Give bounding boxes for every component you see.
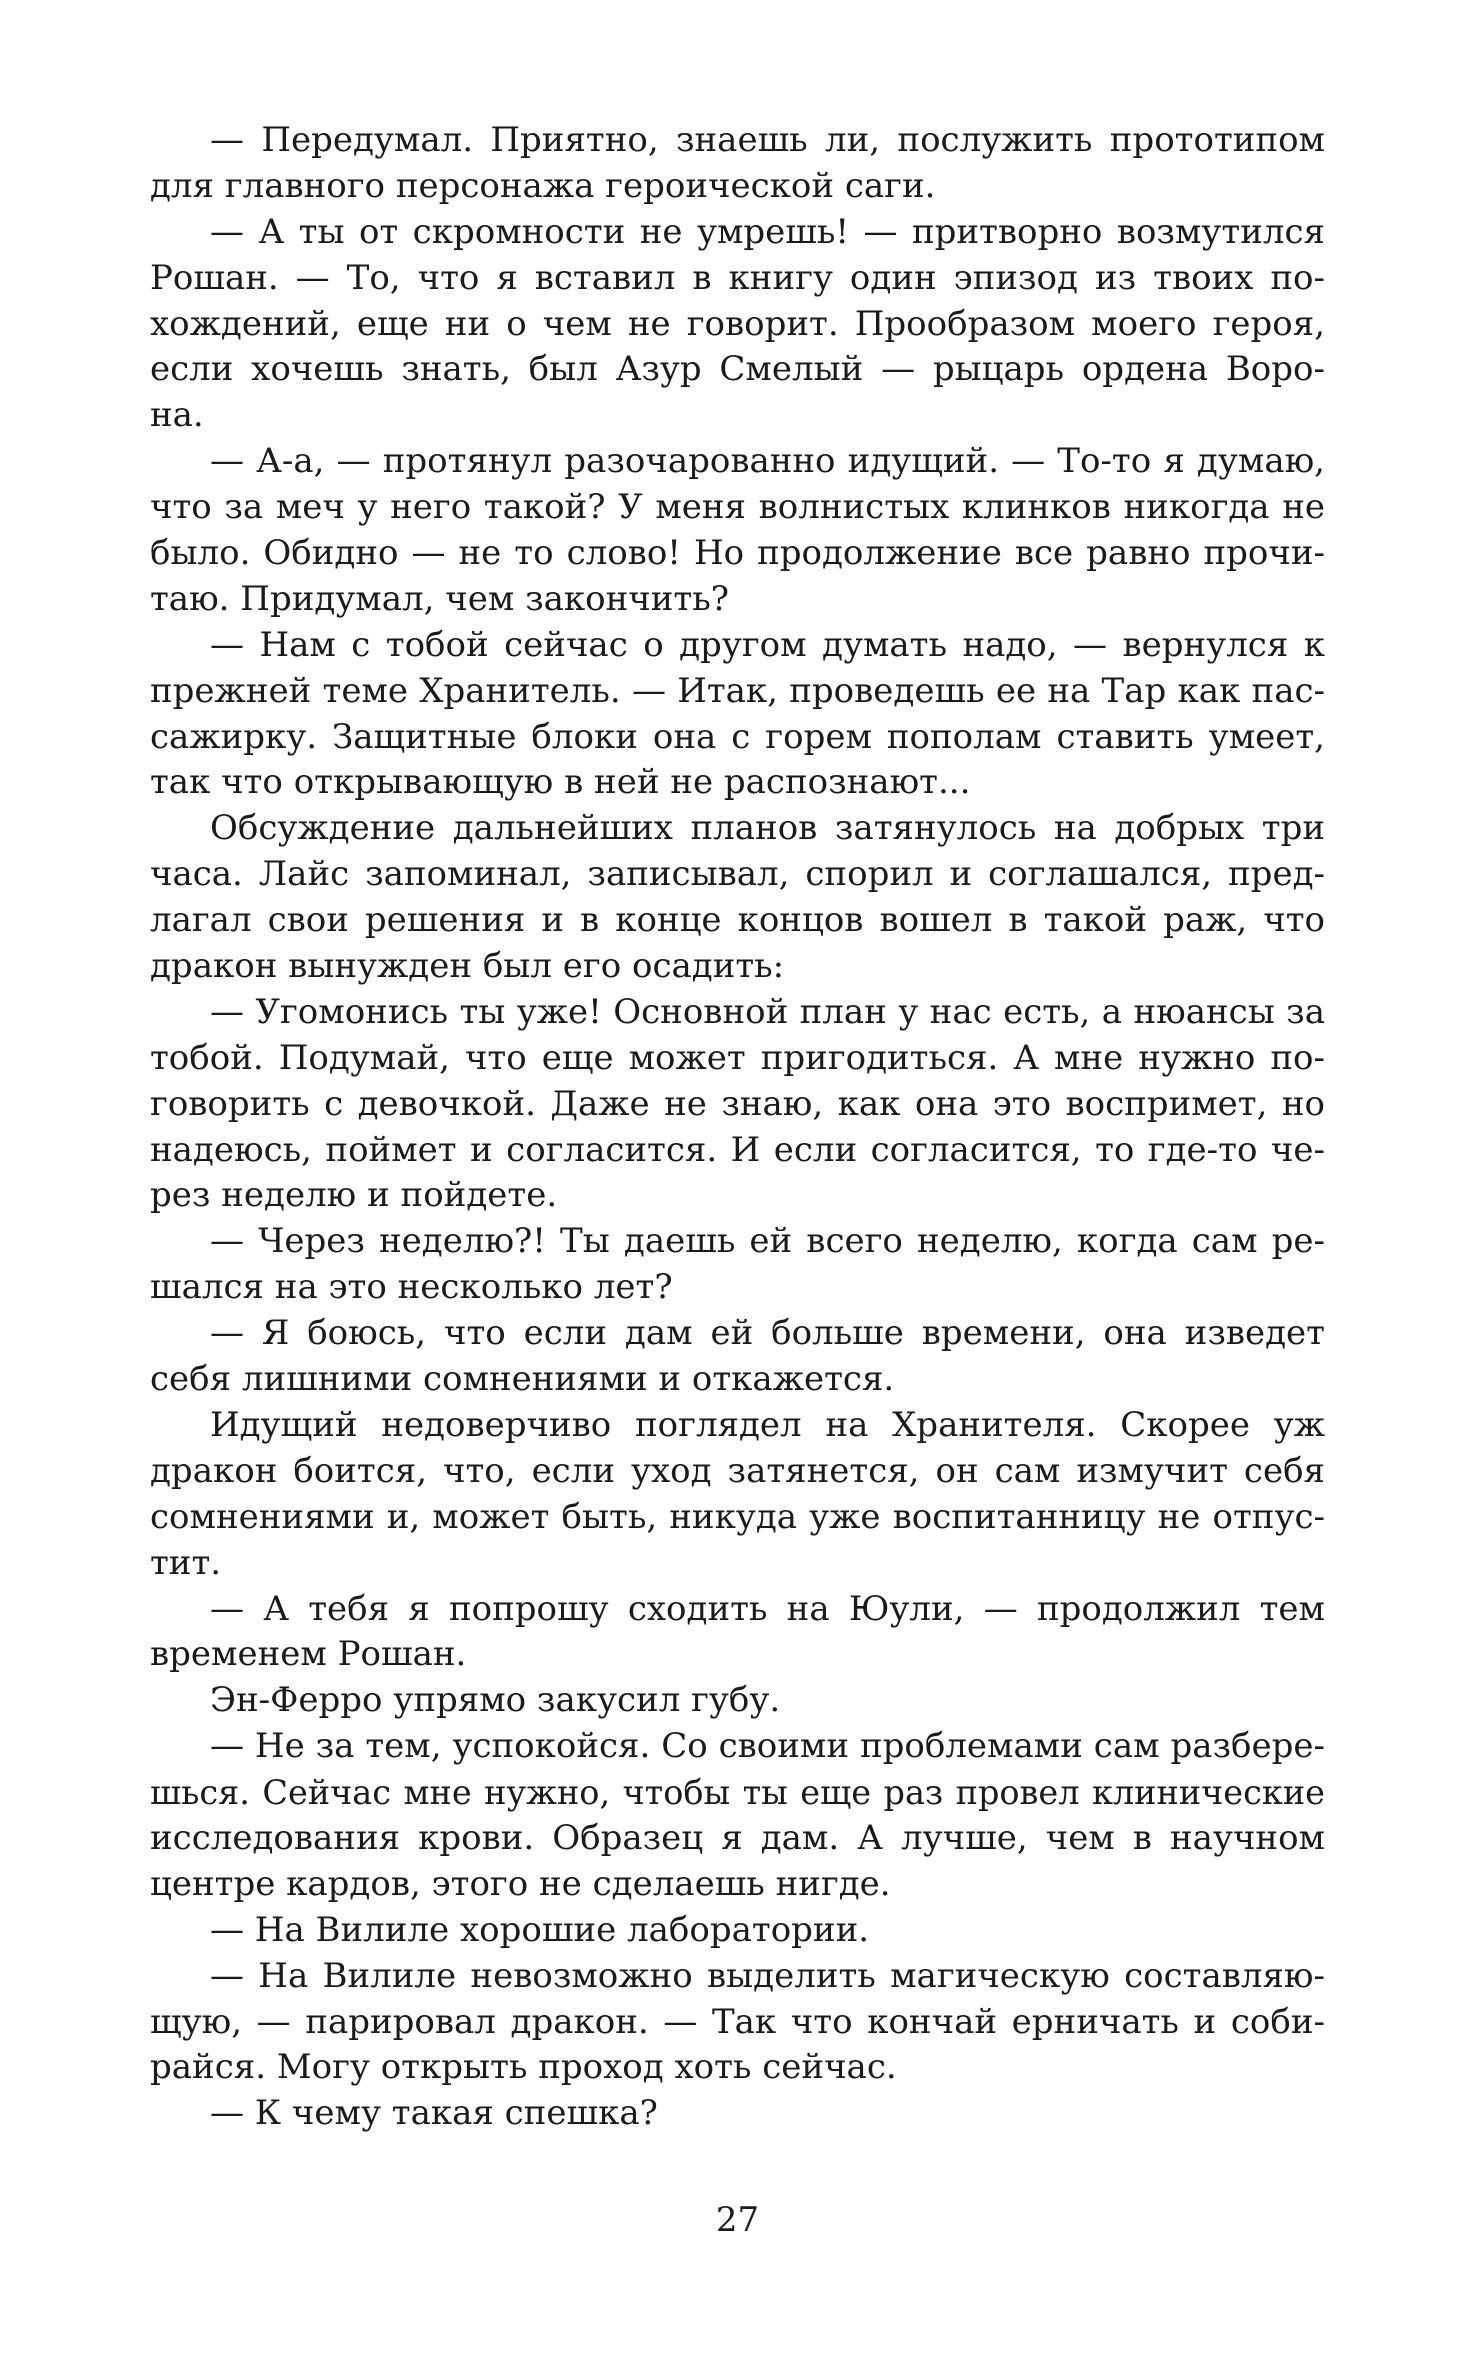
text-line: хождений, еще ни о чем не говорит. Прообразом моего героя,	[150, 303, 1325, 344]
text-line: шься. Сейчас мне нужно, чтобы ты еще раз провел клинические	[150, 1773, 1325, 1813]
text-line: Идущий недоверчиво поглядел на Хранителя. Скорее уж	[210, 1404, 1325, 1445]
text-line: — Нам с тобой сейчас о другом думать надо, — вернулся к	[210, 624, 1325, 665]
text-line: исследования крови. Образец я дам. А лучше, чем в научном	[150, 1817, 1325, 1858]
text-line: так что открывающую в ней не распознают...	[150, 762, 971, 803]
text-line: себя лишними сомнениями и откажется.	[150, 1359, 895, 1400]
text-line: — А тебя я попрошу сходить на Юули, — продолжил тем	[210, 1588, 1325, 1629]
text-line: — На Вилиле невозможно выделить магическую составляю-	[210, 1955, 1325, 1996]
text-line: щую, — парировал дракон. — Так что кончай ерничать и соби-	[150, 2001, 1325, 2042]
page-number: 27	[715, 2200, 760, 2240]
text-line: — А-а, — протянул разочарованно идущий. — То-то я думаю,	[210, 441, 1325, 482]
text-line: временем Рошан.	[150, 1634, 467, 1675]
text-line: надеюсь, поймет и согласится. И если согласится, то где-то че-	[150, 1129, 1325, 1170]
text-line: шался на это несколько лет?	[150, 1267, 673, 1308]
text-line: — А ты от скромности не умрешь! — притворно возмутился	[210, 211, 1325, 252]
text-line: — Не за тем, успокойся. Со своими проблемами сам разбере-	[210, 1726, 1325, 1767]
text-line: сомнениями и, может быть, никуда уже воспитанницу не отпус-	[150, 1496, 1325, 1537]
text-line: — Передумал. Приятно, знаешь ли, послужить прототипом	[210, 120, 1325, 160]
text-line: на.	[150, 395, 204, 436]
text-line: Обсуждение дальнейших планов затянулось на добрых три	[210, 808, 1325, 849]
text-line: часа. Лайс запоминал, записывал, спорил и соглашался, пред-	[150, 854, 1325, 895]
text-line: если хочешь знать, был Азур Смелый — рыцарь ордена Воро-	[150, 349, 1325, 390]
text-line: что за меч у него такой? У меня волнистых клинков никогда не	[150, 487, 1325, 528]
page-text	[150, 118, 1325, 2137]
text-line: — Угомонись ты уже! Основной план у нас есть, а нюансы за	[210, 991, 1325, 1032]
text-line: райся. Могу открыть проход хоть сейчас.	[150, 2047, 897, 2088]
text-line: тит.	[150, 1542, 222, 1583]
text-line: рез неделю и пойдете.	[150, 1175, 558, 1216]
text-line: — Я боюсь, что если дам ей больше времени, она изведет	[210, 1313, 1325, 1354]
text-line: дракон вынужден был его осадить:	[150, 946, 785, 987]
text-line: — На Вилиле хорошие лаборатории.	[210, 1909, 870, 1950]
text-line: Эн-Ферро упрямо закусил губу.	[210, 1680, 781, 1721]
text-line: дракон боится, что, если уход затянется, он сам измучит себя	[150, 1450, 1325, 1491]
text-line: было. Обидно — не то слово! Но продолжение все равно прочи-	[150, 533, 1325, 574]
text-line: сажирку. Защитные блоки она с горем пополам ставить умеет,	[150, 716, 1325, 757]
text-line: прежней теме Хранитель. — Итак, проведешь ее на Тар как пас-	[150, 670, 1325, 711]
text-line: для главного персонажа героической саги.	[150, 165, 936, 206]
text-line: тобой. Подумай, что еще может пригодиться. А мне нужно по-	[150, 1037, 1325, 1078]
text-line: таю. Придумал, чем закончить?	[150, 578, 729, 619]
text-line: — К чему такая спешка?	[210, 2093, 658, 2134]
text-line: лагал свои решения и в конце концов вошел в такой раж, что	[150, 900, 1325, 941]
text-line: говорить с девочкой. Даже не знаю, как она это воспримет, но	[150, 1083, 1325, 1124]
text-line: — Через неделю?! Ты даешь ей всего неделю, когда сам ре-	[210, 1221, 1325, 1262]
text-line: Рошан. — То, что я вставил в книгу один эпизод из твоих по-	[150, 257, 1325, 298]
text-line: центре кардов, этого не сделаешь нигде.	[150, 1863, 891, 1904]
